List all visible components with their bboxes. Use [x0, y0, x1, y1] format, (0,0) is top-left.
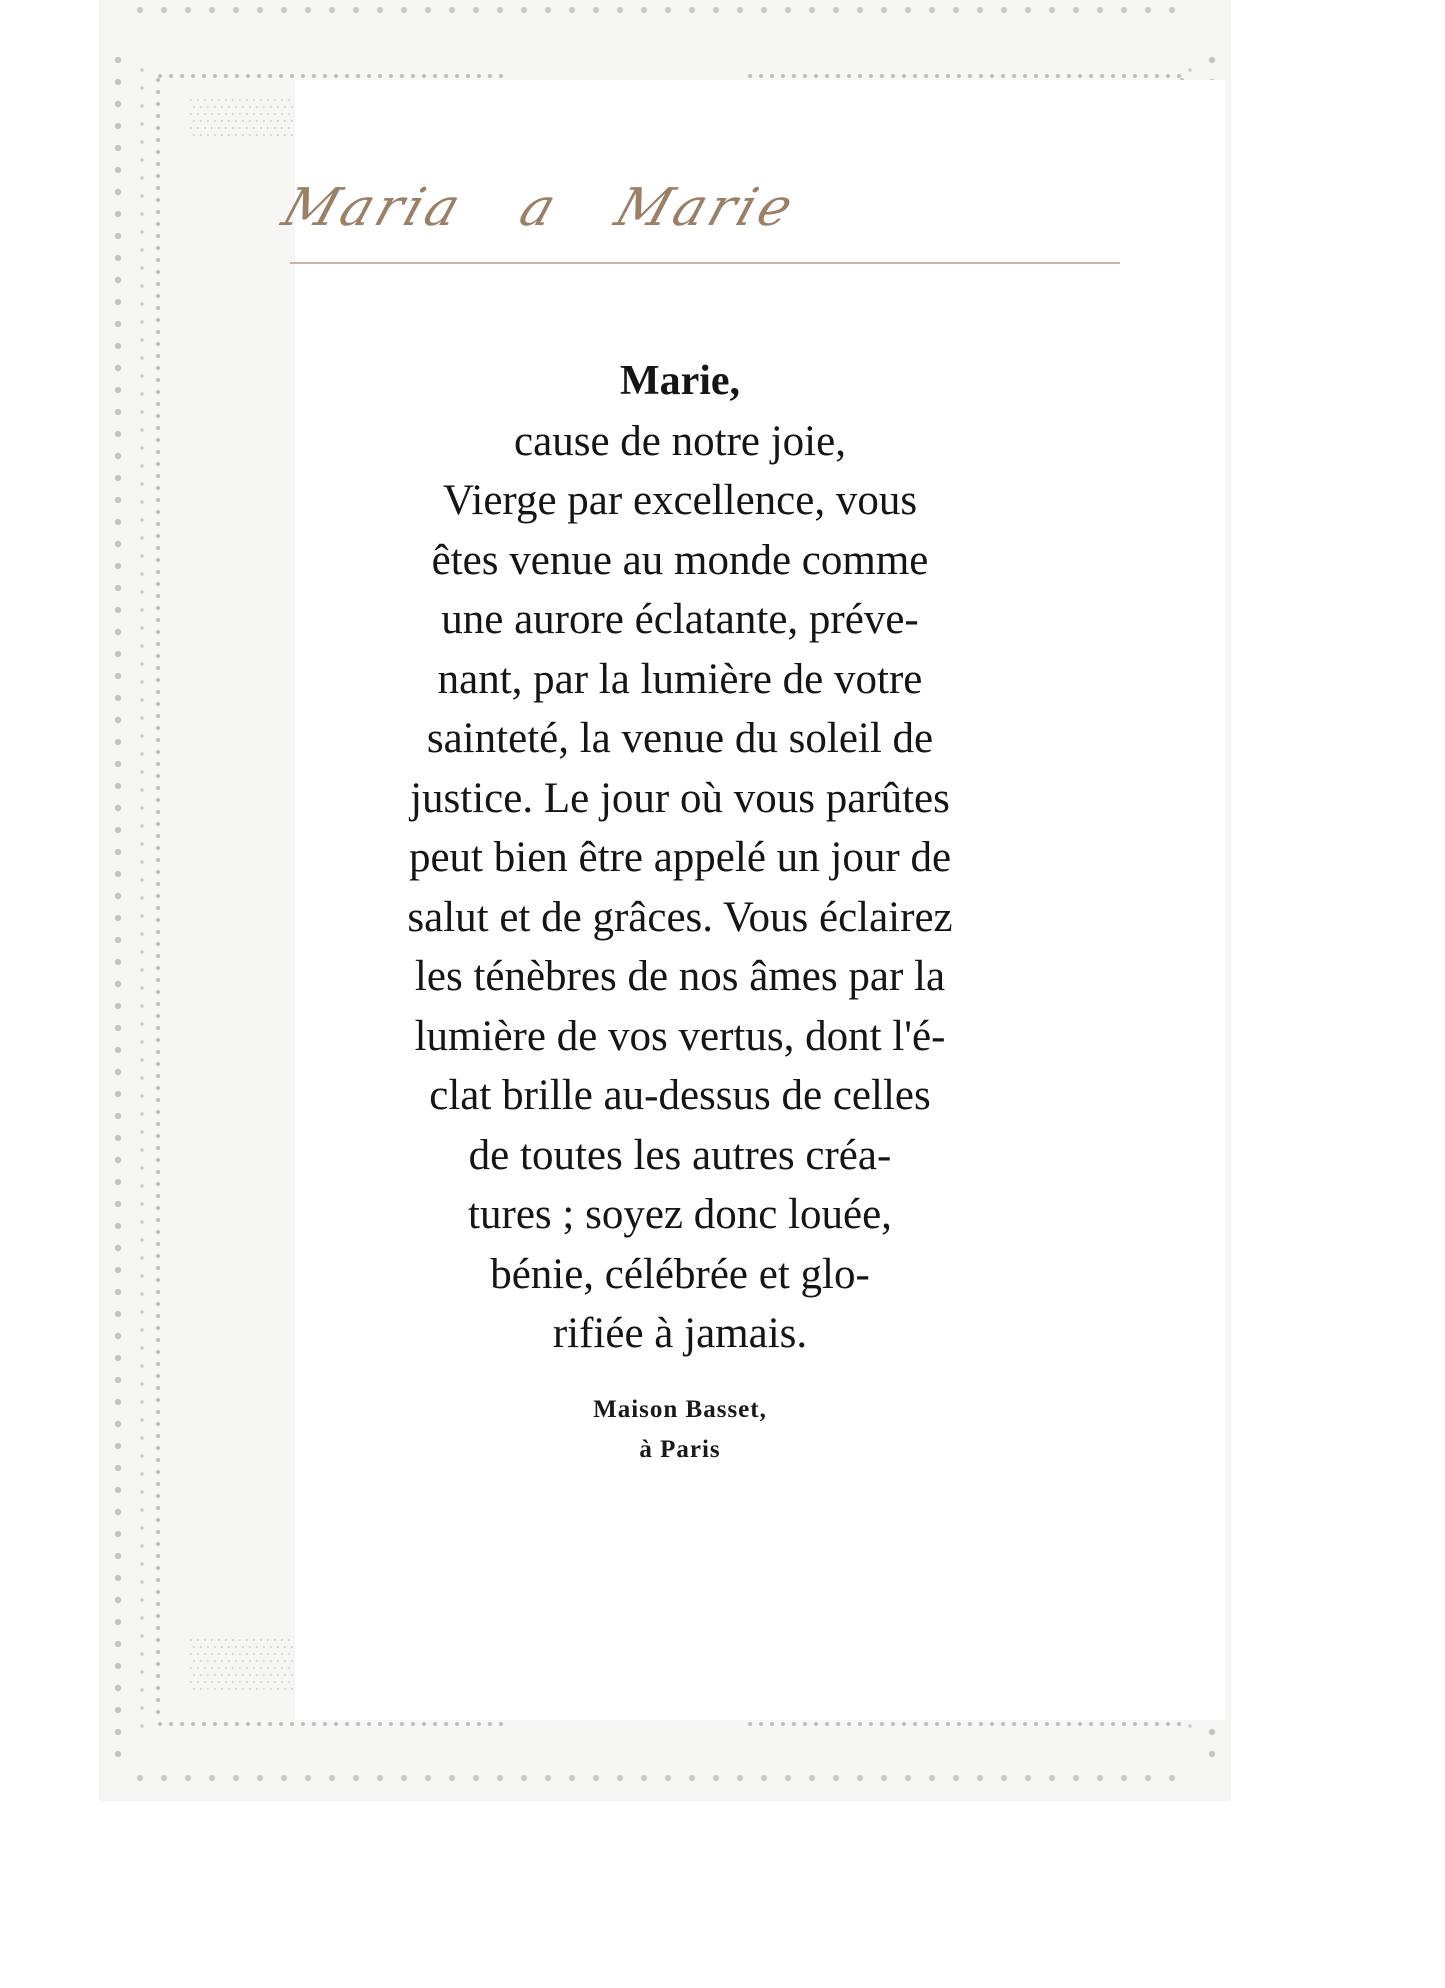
- handwritten-word: a: [512, 178, 567, 238]
- prayer-line: cause de notre joie,: [514, 417, 846, 465]
- prayer-line: justice. Le jour où vous parûtes: [410, 774, 950, 822]
- prayer-line: peut bien être appelé un jour de: [408, 834, 952, 881]
- prayer-line: clat brille au-dessus de celles: [429, 1072, 931, 1119]
- prayer-title: Marie,: [619, 358, 741, 404]
- prayer-line: nant, par la lumière de votre: [437, 655, 923, 703]
- prayer-text: [280, 352, 1080, 1364]
- prayer-line: lumière de vos vertus, dont l'é-: [414, 1012, 946, 1060]
- prayer-line: une aurore éclatante, préve-: [441, 596, 919, 643]
- publisher-imprint: [440, 1390, 920, 1470]
- publisher-name: Maison Basset,: [593, 1396, 767, 1423]
- handwritten-inscription: [265, 178, 1114, 268]
- prayer-line: Vierge par excellence, vous: [442, 477, 918, 524]
- publisher-city: à Paris: [639, 1436, 721, 1463]
- prayer-line: rifiée à jamais.: [552, 1310, 808, 1357]
- prayer-line: êtes venue au monde comme: [431, 536, 929, 584]
- inscription-underline: [290, 262, 1120, 264]
- prayer-line: salut et de grâces. Vous éclairez: [407, 893, 953, 941]
- prayer-line: de toutes les autres créa-: [468, 1131, 892, 1179]
- prayer-line: sainteté, la venue du soleil de: [426, 715, 934, 762]
- handwritten-word: Marie: [607, 178, 804, 238]
- prayer-line: bénie, célébrée et glo-: [490, 1250, 870, 1298]
- handwritten-word: Maria: [275, 178, 472, 238]
- prayer-line: tures ; soyez donc louée,: [468, 1191, 892, 1238]
- prayer-line: les ténèbres de nos âmes par la: [414, 953, 946, 1000]
